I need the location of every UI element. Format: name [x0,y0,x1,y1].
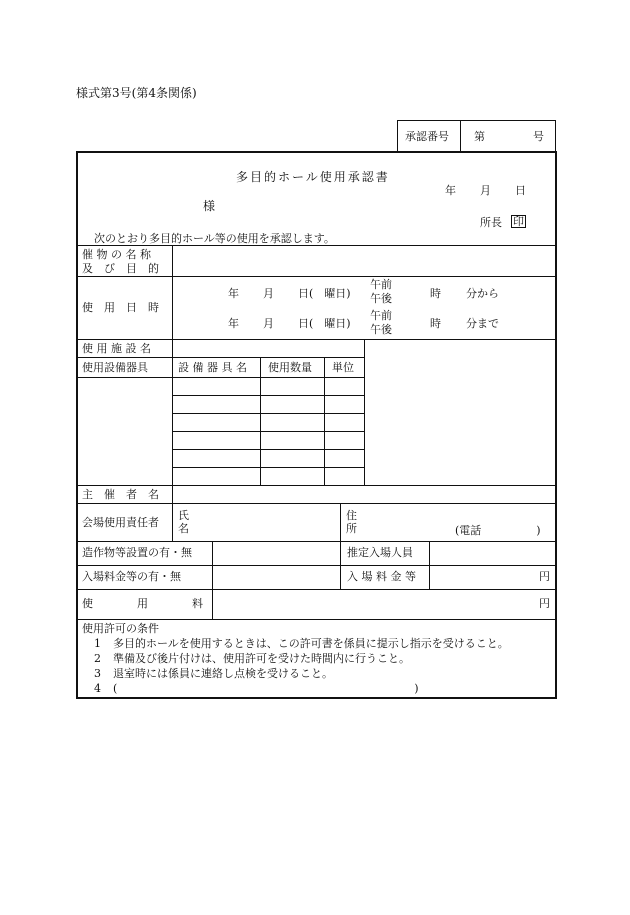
from-day-weekday: 日( 曜日) [298,287,351,300]
conditions-title: 使用許可の条件 [82,622,159,635]
usage-fee-label: 使 用 料 [82,597,203,610]
event-name-label-2: 及 び 目 的 [82,262,159,275]
date-year: 年 [445,184,456,197]
equipment-name-header: 設 備 器 具 名 [178,361,247,374]
condition-no: 1 [94,637,101,650]
date-day: 日 [515,184,526,197]
manager-label: 会場使用責任者 [82,516,159,529]
structures-label: 造作物等設置の有・無 [82,546,192,559]
facility-label: 使 用 施 設 名 [82,342,151,355]
from-am: 午前 [370,278,392,291]
from-hour: 時 [430,287,441,300]
date-month: 月 [480,184,491,197]
attendance-label: 推定入場人員 [347,546,413,559]
fee-yesno-label: 入場料金等の有・無 [82,570,181,583]
issuer-label: 所長 [480,216,502,229]
to-month: 月 [263,317,274,330]
to-am: 午前 [370,309,392,322]
condition-no: 3 [94,667,101,680]
form-label: 様式第3号(第4条関係) [76,86,197,100]
to-hour: 時 [430,317,441,330]
condition-text: 多目的ホールを使用するときは、この許可書を係員に提示し指示を受けること。 [113,637,509,650]
to-day-weekday: 日( 曜日) [298,317,351,330]
condition-no: 2 [94,652,101,665]
condition-no: 4 [94,682,101,695]
approval-number-suffix: 号 [533,130,544,143]
from-year: 年 [228,287,239,300]
admission-yen: 円 [539,570,550,583]
usage-fee-yen: 円 [539,597,550,610]
manager-address-label-2: 所 [346,522,357,535]
addressee-suffix: 様 [203,199,216,213]
from-month: 月 [263,287,274,300]
seal-mark: 印 [513,215,524,228]
quantity-header: 使用数量 [268,361,312,374]
organizer-label: 主 催 者 名 [82,488,159,501]
equipment-label: 使用設備器具 [82,361,148,374]
to-minute: 分まで [466,317,499,330]
to-year: 年 [228,317,239,330]
manager-name-label-1: 氏 [178,509,189,522]
use-datetime-label: 使 用 日 時 [82,301,159,314]
document-title: 多目的ホール使用承認書 [236,170,390,184]
condition-text: 準備及び後片付けは、使用許可を受けた時間内に行うこと。 [113,652,410,665]
phone-label: (電話 ) [455,524,541,537]
condition-text: 退室時には係員に連絡し点検を受けること。 [113,667,333,680]
intro-text: 次のとおり多目的ホール等の使用を承認します。 [94,232,335,245]
event-name-label-1: 催 物 の 名 称 [82,248,151,261]
from-minute: 分から [466,287,499,300]
admission-label: 入 場 料 金 等 [347,570,416,583]
unit-header: 単位 [332,361,354,374]
from-pm: 午後 [370,292,392,305]
manager-address-label-1: 住 [346,509,357,522]
manager-name-label-2: 名 [178,522,189,535]
approval-number-label: 承認番号 [405,130,449,143]
to-pm: 午後 [370,323,392,336]
condition-text: ( ) [113,682,419,695]
approval-number-prefix: 第 [474,130,485,143]
